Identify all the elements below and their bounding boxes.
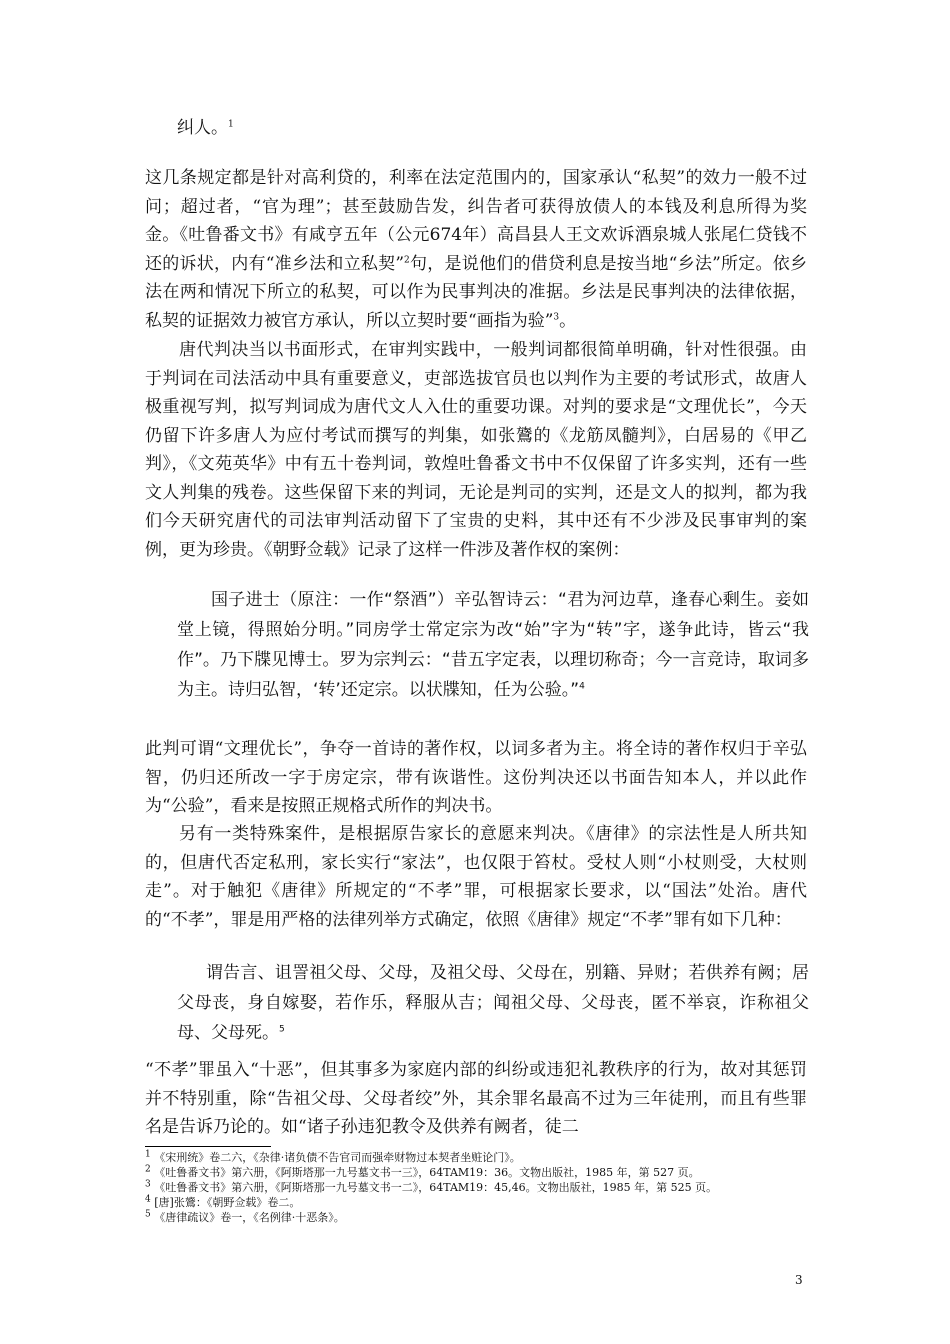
quote-text: 谓告言、诅詈祖父母、父母，及祖父母、父母在，别籍、异财；若供养有阙；居父母丧，身自嫁娶，若作乐，释服从吉；闻祖父母、父母丧，匿不举哀，诈称祖父母、父母死。 <box>177 963 809 1043</box>
footnote-ref-3: 3 <box>553 311 560 322</box>
paragraph-ten-abominations <box>145 1056 807 1142</box>
paragraph-private-contract <box>145 164 807 335</box>
footnote-text: 《吐鲁番文书》第六册，《阿斯塔那一九号墓文书一三》，64TAM19：36。文物出版社，1985 年，第 527 页。 <box>154 1166 700 1179</box>
footnote-item <box>145 1210 825 1225</box>
footnote-number: 4 <box>145 1194 151 1205</box>
footnote-separator <box>145 1146 271 1147</box>
footnote-number: 2 <box>145 1164 151 1175</box>
footnote-number: 3 <box>145 1179 151 1190</box>
footnote-number: 5 <box>145 1209 151 1220</box>
top-fragment-text: 纠人。 <box>177 118 228 138</box>
paragraph-text: 这几条规定都是针对高利贷的，利率在法定范围内的，国家承认“私契”的效力一般不过问；超过者，“官为理”；甚至鼓励告发，纠告者可获得放债人的本钱及利息所得为奖金。《吐鲁番文书》有咸亨五年（公元674年）高昌县人王文欢诉酒泉城人张尾仁贷钱不还的诉状，内有“准乡法和立私契” <box>145 168 807 274</box>
footnote-text: 《唐律疏议》卷一，《名例律·十恶条》。 <box>154 1211 345 1224</box>
paragraph-text: 。 <box>559 310 577 331</box>
block-quote-copyright-case <box>177 585 809 705</box>
footnote-ref-1: 1 <box>228 119 234 130</box>
footnote-ref-5: 5 <box>279 1024 285 1035</box>
paragraph-text: 唐代判决当以书面形式，在审判实践中，一般判词都很简单明确，针对性很强。由于判词在司法活动中具有重要意义，吏部选拔官员也以判作为主要的考试形式，故唐人极重视写判，拟写判词成为唐代文人入仕的重要功课。对判的要求是“文理优长”，今天仍留下许多唐人为应付考试而撰写的判集，如张鷟的《龙筋凤髓判》，白居易的《甲乙判》，《文苑英华》中有五十卷判词，敦煌吐鲁番文书中不仅保留了许多实判，还有一些文人判集的残卷。这些保留下来的判词，无论是判司的实判，还是文人的拟判，都为我们今天研究唐代的司法审判活动留下了宝贵的史料，其中还有不少涉及民事审判的案例，更为珍贵。《朝野佥载》记录了这样一件涉及著作权的案例： <box>145 340 807 560</box>
paragraph-text: 句，是说他们的借贷利息是按当地“乡法”所定。依乡法在两和情况下所立的私契，可以作为民事判决的准据。乡法是民事判决的法律依据，私契的证据效力被官方承认，所以立契时要“画指为验” <box>145 253 807 331</box>
quote-text: 国子进士（原注：一作“祭酒”）辛弘智诗云：“君为河边草，逢春心剩生。妾如堂上镜，得照始分明。”同房学士常定宗为改“始”字为“转”字，遂争此诗，皆云“我作”。乃下牒见博士。罗为宗判云：“昔五字定表，以理切称奇；今一言竞诗，取词多为主。诗归弘智，‘转’还定宗。以状牒知，任为公验。” <box>177 590 809 700</box>
footnote-text: [唐]张鷟：《朝野佥载》卷二。 <box>154 1196 301 1209</box>
footnote-item <box>145 1150 825 1165</box>
footnotes-list <box>145 1150 825 1225</box>
block-quote-unfilial-crimes <box>177 958 809 1048</box>
top-fragment <box>177 114 807 143</box>
footnote-text: 《吐鲁番文书》第六册，《阿斯塔那一九号墓文书一二》，64TAM19：45,46。文物出版社，1985 年，第 525 页。 <box>154 1181 718 1194</box>
paragraph-filial-cases <box>145 820 807 934</box>
paragraph-text: “不孝”罪虽入“十恶”，但其事多为家庭内部的纠纷或违犯礼教秩序的行为，故对其惩罚并不特别重，除“告祖父母、父母者绞”外，其余罪名最高不过为三年徒刑，而且有些罪名是告诉乃论的。如“诸子孙违犯教令及供养有阙者，徒二 <box>145 1060 807 1137</box>
paragraph-judgment-commentary <box>145 735 807 821</box>
footnote-ref-2: 2 <box>404 254 410 265</box>
footnote-item <box>145 1180 825 1195</box>
paragraph-text: 另有一类特殊案件，是根据原告家长的意愿来判决。《唐律》的宗法性是人所共知的，但唐代否定私刑，家长实行“家法”，也仅限于笞杖。受杖人则“小杖则受，大杖则走”。对于触犯《唐律》所规定的“不孝”罪，可根据家长要求，以“国法”处治。唐代的“不孝”，罪是用严格的法律列举方式确定，依照《唐律》规定“不孝”罪有如下几种： <box>145 824 807 930</box>
footnote-number: 1 <box>145 1149 151 1160</box>
paragraph-written-judgments <box>145 336 807 564</box>
footnote-item <box>145 1165 825 1180</box>
paragraph-text: 此判可谓“文理优长”，争夺一首诗的著作权，以词多者为主。将全诗的著作权归于辛弘智，仍归还所改一字于房定宗，带有诙谐性。这份判决还以书面告知本人，并以此作为“公验”，看来是按照正规格式所作的判决书。 <box>145 739 807 816</box>
footnote-item <box>145 1195 825 1210</box>
page-number: 3 <box>795 1273 803 1287</box>
footnote-text: 《宋刑统》卷二六，《杂律·诸负债不告官司而强牵财物过本契者坐赃论门》。 <box>154 1151 521 1164</box>
footnote-ref-4: 4 <box>579 681 585 692</box>
